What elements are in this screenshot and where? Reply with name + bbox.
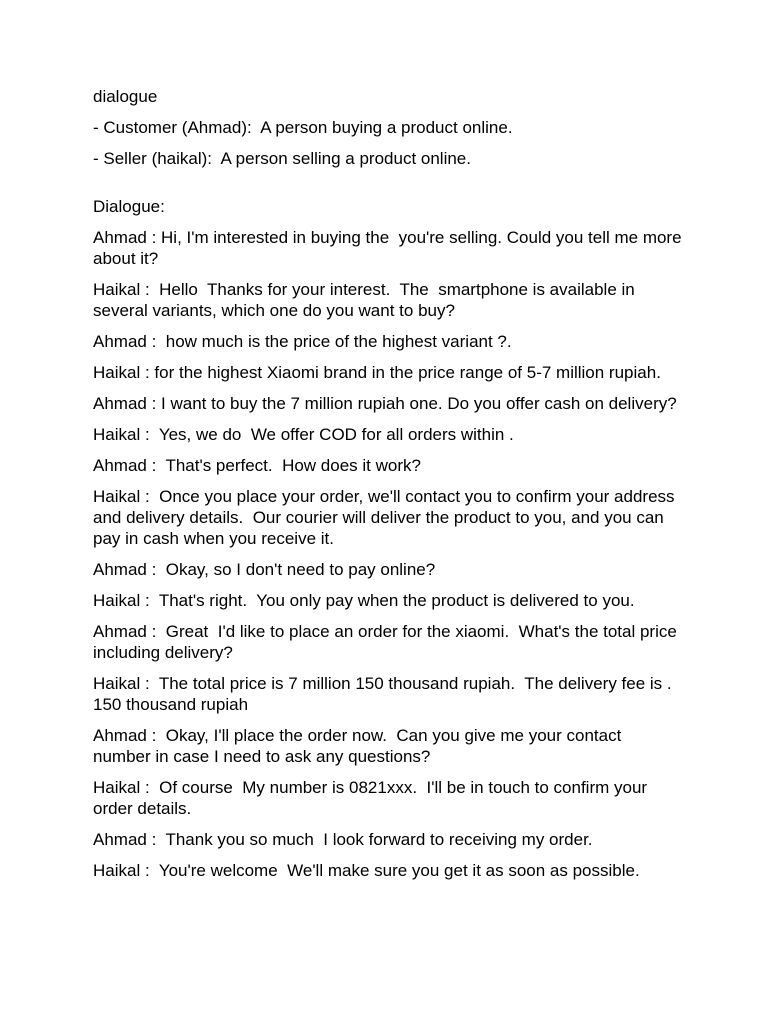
- section-spacer: [93, 179, 683, 196]
- dialogue-line: Ahmad : Thank you so much I look forward to receiving my order.: [93, 830, 593, 849]
- dialogue-line: Haikal : That's right. You only pay when the product is delivered to you.: [93, 591, 635, 610]
- dialogue-line: Ahmad : Great I'd like to place an order for the xiaomi. What's the total price including delivery?: [93, 622, 682, 662]
- dialogue-line: Ahmad : I want to buy the 7 million rupiah one. Do you offer cash on delivery?: [93, 394, 677, 413]
- document-page: [93, 86, 687, 891]
- dialogue-line: Haikal : Of course My number is 0821xxx. I'll be in touch to confirm your order details.: [93, 778, 652, 818]
- dialogue-line: Haikal : The total price is 7 million 150 thousand rupiah. The delivery fee is . 150 thousand rupiah: [93, 674, 677, 714]
- role-customer: - Customer (Ahmad): A person buying a product online.: [93, 118, 513, 137]
- dialogue-line: Ahmad : Okay, I'll place the order now. Can you give me your contact number in case I need to ask any questions?: [93, 726, 627, 766]
- dialogue-heading: Dialogue:: [93, 197, 165, 216]
- document-title: dialogue: [93, 87, 158, 106]
- role-seller: - Seller (haikal): A person selling a product online.: [93, 149, 471, 168]
- dialogue-line: Haikal : Yes, we do We offer COD for all orders within .: [93, 425, 514, 444]
- dialogue-line: Haikal : You're welcome We'll make sure you get it as soon as possible.: [93, 861, 640, 880]
- dialogue-line: Haikal : Once you place your order, we'll contact you to confirm your address and delivery details. Our courier will deliver the product to you, and you can pay in cash when you receive it.: [93, 487, 680, 548]
- dialogue-line: Ahmad : That's perfect. How does it work?: [93, 456, 421, 475]
- dialogue-line: Ahmad : Hi, I'm interested in buying the you're selling. Could you tell me more about it?: [93, 228, 687, 268]
- dialogue-line: Ahmad : Okay, so I don't need to pay online?: [93, 560, 436, 579]
- dialogue-line: Haikal : for the highest Xiaomi brand in the price range of 5-7 million rupiah.: [93, 363, 661, 382]
- dialogue-line: Haikal : Hello Thanks for your interest. The smartphone is available in several variants, which one do you want to buy?: [93, 280, 640, 320]
- dialogue-line: Ahmad : how much is the price of the highest variant ?.: [93, 332, 512, 351]
